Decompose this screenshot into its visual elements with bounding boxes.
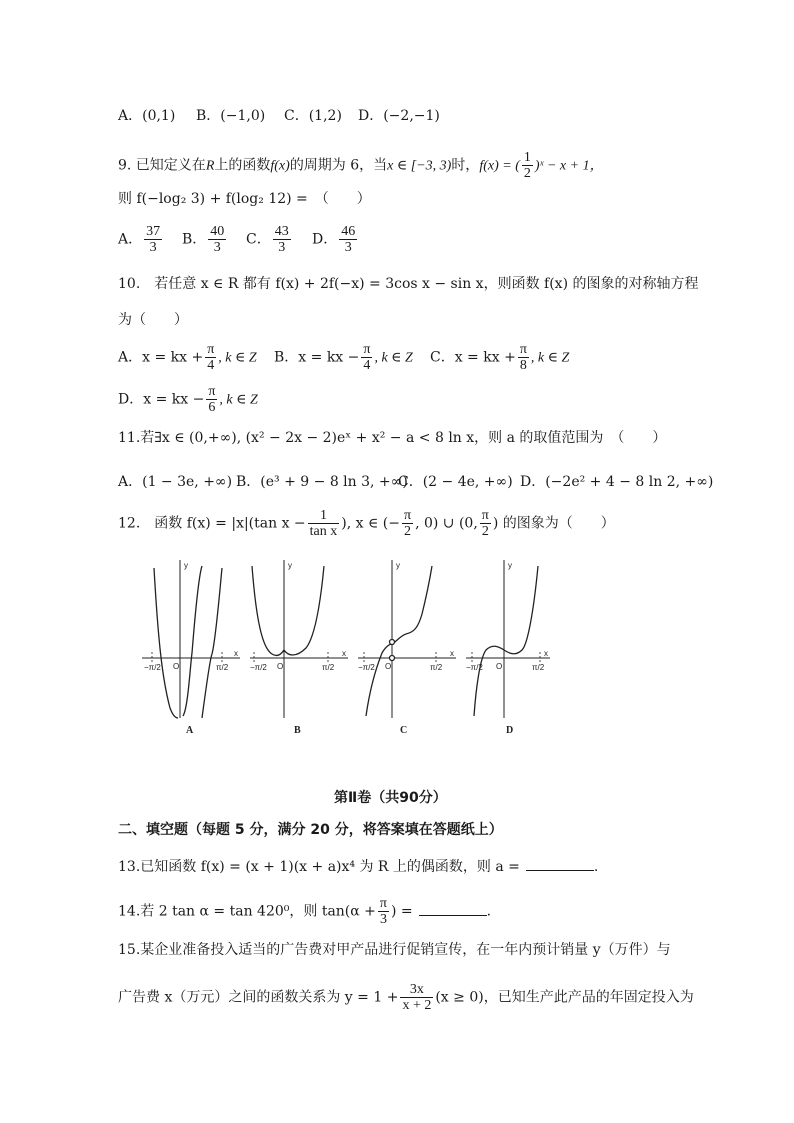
graph-c bbox=[358, 560, 456, 718]
graph-a-x-label: x bbox=[234, 649, 238, 658]
graph-d-x-label: x bbox=[544, 649, 548, 658]
q8-option-b: B．(−1,0) bbox=[196, 108, 266, 124]
graph-a-pos-tick: π/2 bbox=[216, 663, 229, 672]
graph-c-label: C bbox=[400, 725, 408, 736]
q12-line1: 12. 函数 f(x) = |x|(tan x − $\frac{1}{\text{tan x}}$ ), x ∈ (− $\frac{\pi}{2}$ , 0) ∪ (0, $\frac{\pi}{2}$ ) 的图象为（ ） bbox=[118, 508, 615, 539]
q8-option-a: A．(0,1) bbox=[118, 108, 176, 124]
graph-c-neg-tick: −π/2 bbox=[358, 663, 375, 672]
q10-option-c: C．x = kx + $\frac{\pi}{8}$ , k ∈ Z bbox=[430, 342, 570, 373]
graph-c-pos-tick: π/2 bbox=[430, 663, 443, 672]
q13-line: 13.已知函数 f(x) = (x + 1)(x + a)x⁴ 为 R 上的偶函数，则 a = . bbox=[118, 856, 598, 877]
q11-option-a: A．(1 − 3e, +∞) bbox=[118, 474, 233, 490]
graph-a bbox=[142, 560, 240, 718]
q9-line1: 9. 已知定义在R上的函数f(x)的周期为 6，当x ∈ [−3, 3)时，f(x) = ( $\frac{1}{2}$ )ˣ − x + 1， bbox=[118, 150, 604, 181]
q8-option-c: C．(1,2) bbox=[284, 108, 342, 124]
graph-c-x-label: x bbox=[450, 649, 454, 658]
q15-line1: 15.某企业准备投入适当的广告费对甲产品进行促销宣传，在一年内预计销量 y（万件）与 bbox=[118, 942, 671, 958]
part2-heading: 二、填空题（每题 5 分，满分 20 分，将答案填在答题纸上） bbox=[118, 822, 503, 838]
q14-answer-blank bbox=[419, 901, 487, 916]
graph-b-origin: O bbox=[277, 662, 284, 671]
q11-line1: 11.若∃x ∈ (0,+∞), (x² − 2x − 2)eˣ + x² − a < 8 ln x，则 a 的取值范围为 （ ） bbox=[118, 430, 667, 446]
graph-b-neg-tick: −π/2 bbox=[250, 663, 267, 672]
graph-c-y-label: y bbox=[396, 561, 400, 570]
graph-a-y-label: y bbox=[184, 561, 188, 570]
q10-line1: 10. 若任意 x ∈ R 都有 f(x) + 2f(−x) = 3cos x − sin x，则函数 f(x) 的图象的对称轴方程 bbox=[118, 276, 699, 292]
graph-d-label: D bbox=[506, 725, 514, 736]
graph-a-neg-tick: −π/2 bbox=[144, 663, 161, 672]
graph-d-origin: O bbox=[496, 662, 503, 671]
q9-option-d: D． $\frac{46}{3}$ bbox=[312, 224, 356, 255]
graph-d-y-label: y bbox=[508, 561, 512, 570]
q12-option-graphs bbox=[140, 558, 550, 744]
q8-option-d: D．(−2,−1) bbox=[358, 108, 440, 124]
graph-b-x-label: x bbox=[342, 649, 346, 658]
q13-answer-blank bbox=[526, 856, 594, 871]
graph-b-pos-tick: π/2 bbox=[322, 663, 335, 672]
graph-d bbox=[466, 560, 550, 718]
q11-option-c: C．(2 − 4e, +∞) bbox=[398, 474, 513, 490]
q9-option-c: C． $\frac{43}{3}$ bbox=[246, 224, 289, 255]
graph-b bbox=[250, 560, 348, 718]
q15-line2: 广告费 x（万元）之间的函数关系为 y = 1 + $\frac{3x}{x + 2}$ (x ≥ 0)，已知生产此产品的年固定投入为 bbox=[118, 982, 694, 1013]
graph-d-pos-tick: π/2 bbox=[532, 663, 545, 672]
q9-option-a: A． $\frac{37}{3}$ bbox=[118, 224, 161, 255]
q10-option-d: D．x = kx − $\frac{\pi}{6}$ , k ∈ Z bbox=[118, 384, 258, 415]
q9-line2: 则 f(−log₂ 3) + f(log₂ 12) = （ ） bbox=[118, 191, 371, 207]
section2-title: 第Ⅱ卷（共90分） bbox=[334, 790, 447, 806]
graph-a-origin: O bbox=[173, 662, 180, 671]
graph-d-neg-tick: −π/2 bbox=[466, 663, 483, 672]
q9-option-b: B． $\frac{40}{3}$ bbox=[182, 224, 225, 255]
q10-option-b: B．x = kx − $\frac{\pi}{4}$ , k ∈ Z bbox=[274, 342, 413, 373]
graph-a-label: A bbox=[186, 725, 194, 736]
q11-option-b: B．(e³ + 9 − 8 ln 3, +∞) bbox=[236, 474, 408, 490]
q10-option-a: A．x = kx + $\frac{\pi}{4}$ , k ∈ Z bbox=[118, 342, 257, 373]
graph-b-y-label: y bbox=[288, 561, 292, 570]
graph-c-origin: O bbox=[385, 662, 392, 671]
graph-b-label: B bbox=[294, 725, 301, 736]
q10-line2: 为（ ） bbox=[118, 312, 188, 328]
q11-option-d: D．(−2e² + 4 − 8 ln 2, +∞) bbox=[520, 474, 714, 490]
q14-line: 14.若 2 tan α = tan 420⁰，则 tan(α + $\frac{\pi}{3}$ ) = . bbox=[118, 896, 492, 927]
